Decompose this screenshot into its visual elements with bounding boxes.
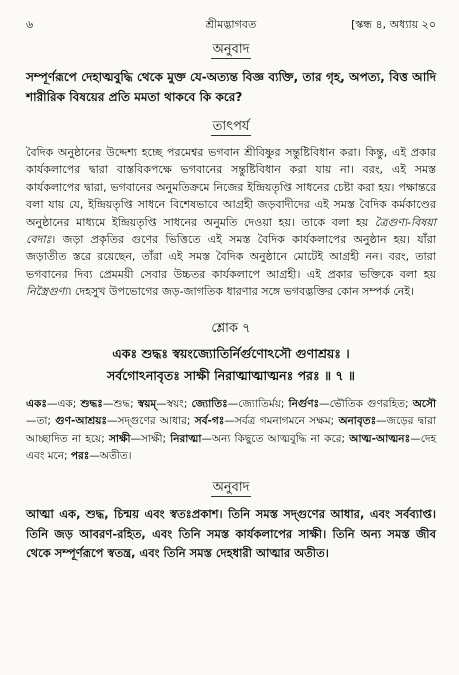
purport-italic-term: ত্রৈগুণ্য-বিষয়া বেদাঃ [26, 215, 436, 247]
translation-heading: অনুবাদ [212, 42, 250, 57]
translation-heading-2: অনুবাদ [212, 480, 250, 496]
verse-heading: শ্লোক ৭ [211, 320, 251, 336]
purport-text: বৈদিক অনুষ্ঠানের উদ্দেশ্য হচ্ছে পরমেশ্বর ভগবান শ্রীবিষ্ণুর সন্তুষ্টিবিধান করা। কিন্তু, এই প্রকার কার্যকলাপের দ্বারা বাস্তবিকপক্ষে ভগবানের সন্তুষ্টিবিধান করা যায় না। বরং, এই সমস্ত কার্যকলাপের দ্বারা, ভগবানের অনুমতিক্রমে নিজের ইন্দ্রিয়তৃপ্তি সাধনের চেষ্টা করা হয়। পক্ষান্তরে বলা যায় যে, ইন্দ্রিয়তৃপ্তি সাধনে বিশেষভাবে আগ্রহী জড়বাদীদের এই সমস্ত বৈদিক কর্মকাণ্ডের অনুষ্ঠানের মাধ্যমে ইন্দ্রিয়তৃপ্তি সাধনের অনুমতি দেওয়া হয়। তাকে বলা হয় ত্রৈগুণ্য-বিষয়া বেদাঃ। জড়া প্রকৃতির গুণের ভিত্তিতে এই সমস্ত বৈদিক কার্যকলাপের অনুষ্ঠান হয়। যাঁরা জড়াতীত স্তরে রয়েছেন, তাঁরা এই সমস্ত বৈদিক অনুষ্ঠানে মোটেই আগ্রহী নন। বরং, তারা ভগবানের দিব্য প্রেমময়ী সেবার উচ্চতর কার্যকলাপে আগ্রহী। এই প্রকার ভক্তিকে বলা হয় নিস্ত্রৈগুণ্য। দেহসুখ উপভোগের জড়-জাগতিক ধারণার সঙ্গে ভগবদ্ভক্তির কোন সম্পর্ক নেই। [26, 146, 436, 299]
synonyms: একঃ—এক; শুদ্ধঃ—শুদ্ধ; স্বয়ম্—স্বয়ং; জ্যোতিঃ—জ্যোতির্ময়; নির্গুণঃ—ভৌতিক গুণরহিত; অসৌ—তা; গুণ-আশ্রয়ঃ—সদ্গুণের আধার; সর্ব-গঃ—সর্বত্র গমনাগমনে সক্ষম; অনাবৃতঃ—জড়ের দ্বারা আচ্ছাদিত না হয়ে; সাক্ষী—সাক্ষী; নিরাত্মা—অন্য কিছুতে আত্মবুদ্ধি না করে; আত্ম-আত্মনঃ—দেহ এবং মনে; পরঃ—অতীত। [26, 397, 436, 463]
chapter-reference: [স্কন্ধ ৪, অধ্যায় ২০ [351, 18, 436, 31]
translation-text-2: আত্মা এক, শুদ্ধ, চিন্ময় এবং স্বতঃপ্রকাশ। তিনি সমস্ত সদ্গুণের আধার, এবং সর্বব্যাপ্ত। তিনি জড় আবরণ-রহিত, এবং তিনি সমস্ত কার্যকলাপের সাক্ষী। তিনি অন্য সমস্ত জীব থেকে সম্পূর্ণরূপে স্বতন্ত্র, এবং তিনি সমস্ত দেহধারী আত্মার অতীত। [26, 507, 436, 561]
verse-line-2: সর্বগোঽনাবৃতঃ সাক্ষী নিরাত্মাত্মাত্মনঃ পরঃ ॥ ৭ ॥ [107, 367, 355, 383]
page-header [26, 16, 436, 36]
book-title: শ্রীমদ্ভাগবত [205, 18, 257, 31]
translation-text: সম্পূর্ণরূপে দেহাত্মবুদ্ধি থেকে মুক্ত যে-অত্যন্ত বিজ্ঞ ব্যক্তি, তার গৃহ, অপত্য, বিত্ত আদি শারীরিক বিষয়ের প্রতি মমতা থাকবে কি করে? [26, 70, 436, 104]
page-number: ৬ [26, 18, 34, 31]
purport-italic-term: নিস্ত্রৈগুণ্য [26, 285, 68, 299]
page [26, 16, 436, 564]
purport-heading: তাৎপর্য [212, 119, 250, 134]
verse-line-1: একঃ শুদ্ধঃ স্বয়ংজ্যোতির্নির্গুণোঽসৌ গুণাশ্রয়ঃ । [112, 345, 350, 361]
